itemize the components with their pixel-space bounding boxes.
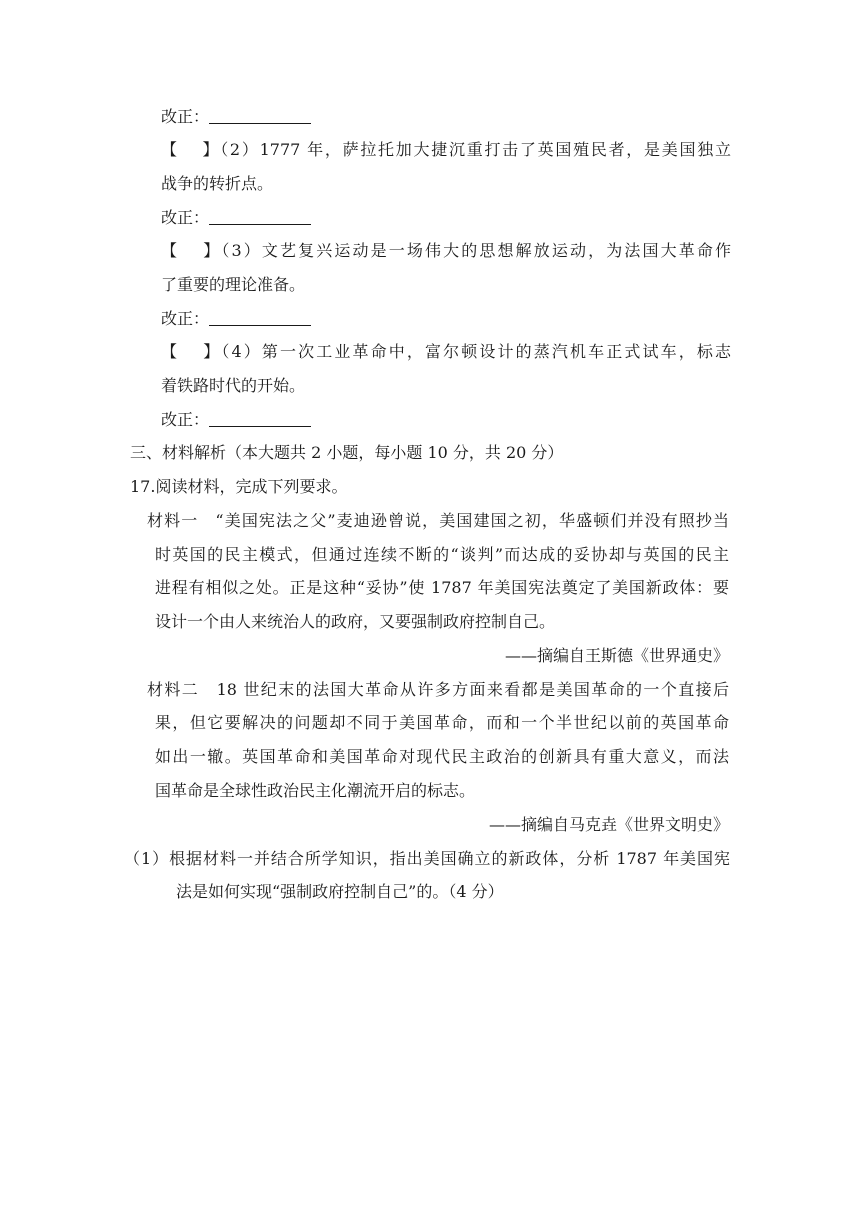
question-text-line1: （4）第一次工业革命中，富尔顿设计的蒸汽机车正式试车，标志 xyxy=(221,342,731,361)
question-text-line2: 着铁路时代的开始。 xyxy=(161,376,306,395)
material-1-line: 材料一 “美国宪法之父”麦迪逊曾说，美国建国之初，华盛顿们并没有照抄当 xyxy=(147,511,729,530)
material-1-line: 设计一个由人来统治人的政府，又要强制政府控制自己。 xyxy=(155,612,556,631)
sub-question-1-line1: （1）根据材料一并结合所学知识，指出美国确立的新政体，分析 1787 年美国宪 xyxy=(124,849,730,868)
correction-label: 改正： xyxy=(161,208,210,227)
correction-row xyxy=(161,105,311,128)
question-item-3 xyxy=(161,240,731,262)
answer-bracket-open[interactable]: 【 xyxy=(161,140,179,159)
material-2-line: 国革命是全球性政治民主化潮流开启的标志。 xyxy=(155,781,476,800)
question-text-line1: （3）文艺复兴运动是一场伟大的思想解放运动，为法国大革命作 xyxy=(221,241,731,260)
answer-blank[interactable] xyxy=(209,408,311,427)
material-2-line: 果，但它要解决的问题却不同于美国革命，而和一个半世纪以前的英国革命 xyxy=(155,713,729,732)
correction-label: 改正： xyxy=(161,107,210,126)
answer-bracket-open[interactable]: 【 xyxy=(161,342,180,361)
question-text-line2: 战争的转折点。 xyxy=(161,174,274,193)
correction-label: 改正： xyxy=(161,410,210,429)
material-1-source: ——摘编自王斯德《世界通史》 xyxy=(504,646,729,665)
correction-label: 改正： xyxy=(161,309,210,328)
material-1-line: 时英国的民主模式，但通过连续不断的“谈判”而达成的妥协却与英国的民主 xyxy=(155,545,729,564)
question-item-4 xyxy=(161,341,731,363)
material-2-source: ——摘编自马克垚《世界文明史》 xyxy=(488,815,729,834)
answer-bracket-open[interactable]: 【 xyxy=(161,241,180,260)
question-text-line2: 了重要的理论准备。 xyxy=(161,275,306,294)
answer-bracket-close[interactable]: 】 xyxy=(201,342,222,361)
answer-blank[interactable] xyxy=(209,105,311,124)
section-heading: 三、材料解析（本大题共 2 小题，每小题 10 分，共 20 分） xyxy=(130,443,564,462)
sub-question-1-line2: 法是如何实现“强制政府控制自己”的。（4 分） xyxy=(176,882,504,901)
material-2-line: 如出一辙。英国革命和美国革命对现代民主政治的创新具有重大意义，而法 xyxy=(155,747,729,766)
answer-blank[interactable] xyxy=(209,206,311,225)
question-item-2 xyxy=(161,139,731,161)
correction-row xyxy=(161,206,311,229)
correction-row xyxy=(161,307,311,330)
question-text-line1: （2）1777 年，萨拉托加大捷沉重打击了英国殖民者，是美国独立 xyxy=(220,140,731,159)
question-17-title: 17.阅读材料，完成下列要求。 xyxy=(130,477,348,496)
answer-blank[interactable] xyxy=(209,307,311,326)
answer-bracket-close[interactable]: 】 xyxy=(201,241,222,260)
correction-row xyxy=(161,408,311,431)
material-2-line: 材料二 18 世纪末的法国大革命从许多方面来看都是美国革命的一个直接后 xyxy=(147,680,729,699)
material-1-line: 进程有相似之处。正是这种“妥协”使 1787 年美国宪法奠定了美国新政体：要 xyxy=(155,578,729,597)
answer-bracket-close[interactable]: 】 xyxy=(200,140,221,159)
